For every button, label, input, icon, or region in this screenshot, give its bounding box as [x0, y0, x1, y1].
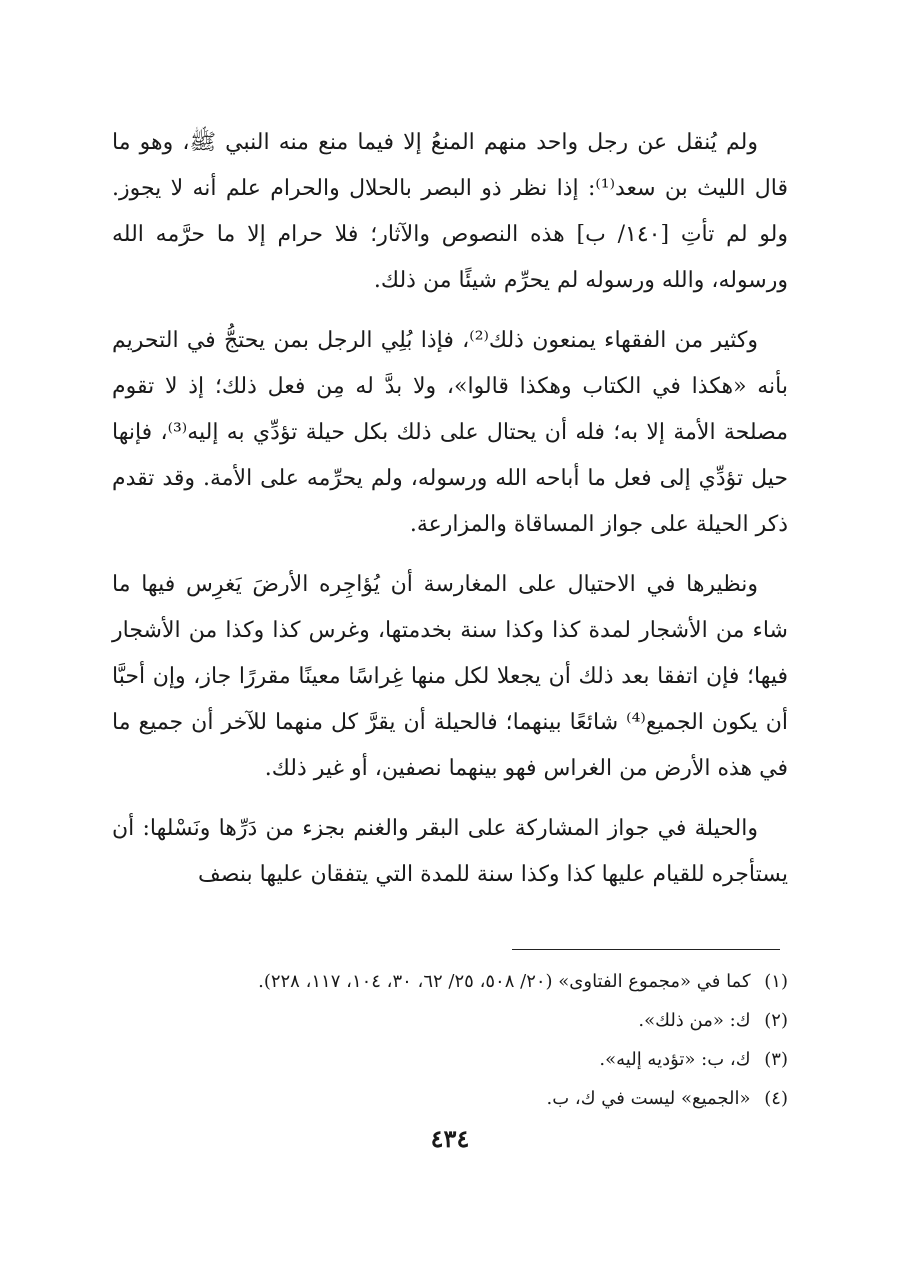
- paragraph-3: ونظيرها في الاحتيال على المغارسة أن يُؤاجِره الأرضَ يَغرِس فيها ما شاء من الأشجار لمدة كذا وكذا سنة بخدمتها، وغرس كذا وكذا من الأشجار فيها؛ فإن اتفقا بعد ذلك أن يجعلا لكل منها غِراسًا معينًا مقررًا جاز، وإن أحبَّا أن يكون الجميع⁽⁴⁾ شائعًا بينهما؛ فالحيلة أن يقرَّ كل منهما للآخر أن جميع ما في هذه الأرض من الغراس فهو بينهما نصفين، أو غير ذلك.: [112, 572, 788, 781]
- footnotes: [112, 962, 788, 1118]
- footnote-text: ك: «من ذلك».: [638, 1010, 751, 1031]
- footnote-number: (٣): [764, 1049, 788, 1070]
- footnote-text: «الجميع» ليست في ك، ب.: [546, 1088, 751, 1109]
- footnote-4: [112, 1079, 788, 1118]
- footnote-number: (٢): [764, 1010, 788, 1031]
- footnote-number: (٤): [764, 1088, 788, 1109]
- footnote-3: [112, 1040, 788, 1079]
- footnote-separator: [512, 949, 780, 950]
- footnote-1: [112, 962, 788, 1001]
- main-text: [112, 120, 788, 912]
- footnote-number: (١): [764, 971, 788, 992]
- paragraph-2: وكثير من الفقهاء يمنعون ذلك⁽²⁾، فإذا بُلِي الرجل بمن يحتجُّ في التحريم بأنه «هكذا في الكتاب وهكذا قالوا»، ولا بدَّ له مِن فعل ذلك؛ إذ لا تقوم مصلحة الأمة إلا به؛ فله أن يحتال على ذلك بكل حيلة تؤدِّي به إليه⁽³⁾، فإنها حيل تؤدِّي إلى فعل ما أباحه الله ورسوله، ولم يحرِّمه على الأمة. وقد تقدم ذكر الحيلة على جواز المساقاة والمزارعة.: [112, 328, 788, 537]
- paragraph-1: ولم يُنقل عن رجل واحد منهم المنعُ إلا فيما منع منه النبي ﷺ، وهو ما قال الليث بن سعد⁽¹⁾: إذا نظر ذو البصر بالحلال والحرام علم أنه لا يجوز. ولو لم تأتِ [١٤٠/ ب] هذه النصوص والآثار؛ فلا حرام إلا ما حرَّمه الله ورسوله، والله ورسوله لم يحرِّم شيئًا من ذلك.: [112, 130, 789, 293]
- page-number: ٤٣٤: [430, 1124, 470, 1153]
- footnote-text: ك، ب: «تؤديه إليه».: [599, 1049, 751, 1070]
- paragraph-4: والحيلة في جواز المشاركة على البقر والغنم بجزء من دَرِّها ونَسْلها: أن يستأجره للقيام عليها كذا وكذا سنة للمدة التي يتفقان عليها بنصف: [112, 816, 788, 887]
- footnote-text: كما في «مجموع الفتاوى» (٢٠/ ٥٠٨، ٢٥/ ٦٢، ٣٠، ١٠٤، ١١٧، ٢٢٨).: [258, 971, 751, 992]
- footnote-2: [112, 1001, 788, 1040]
